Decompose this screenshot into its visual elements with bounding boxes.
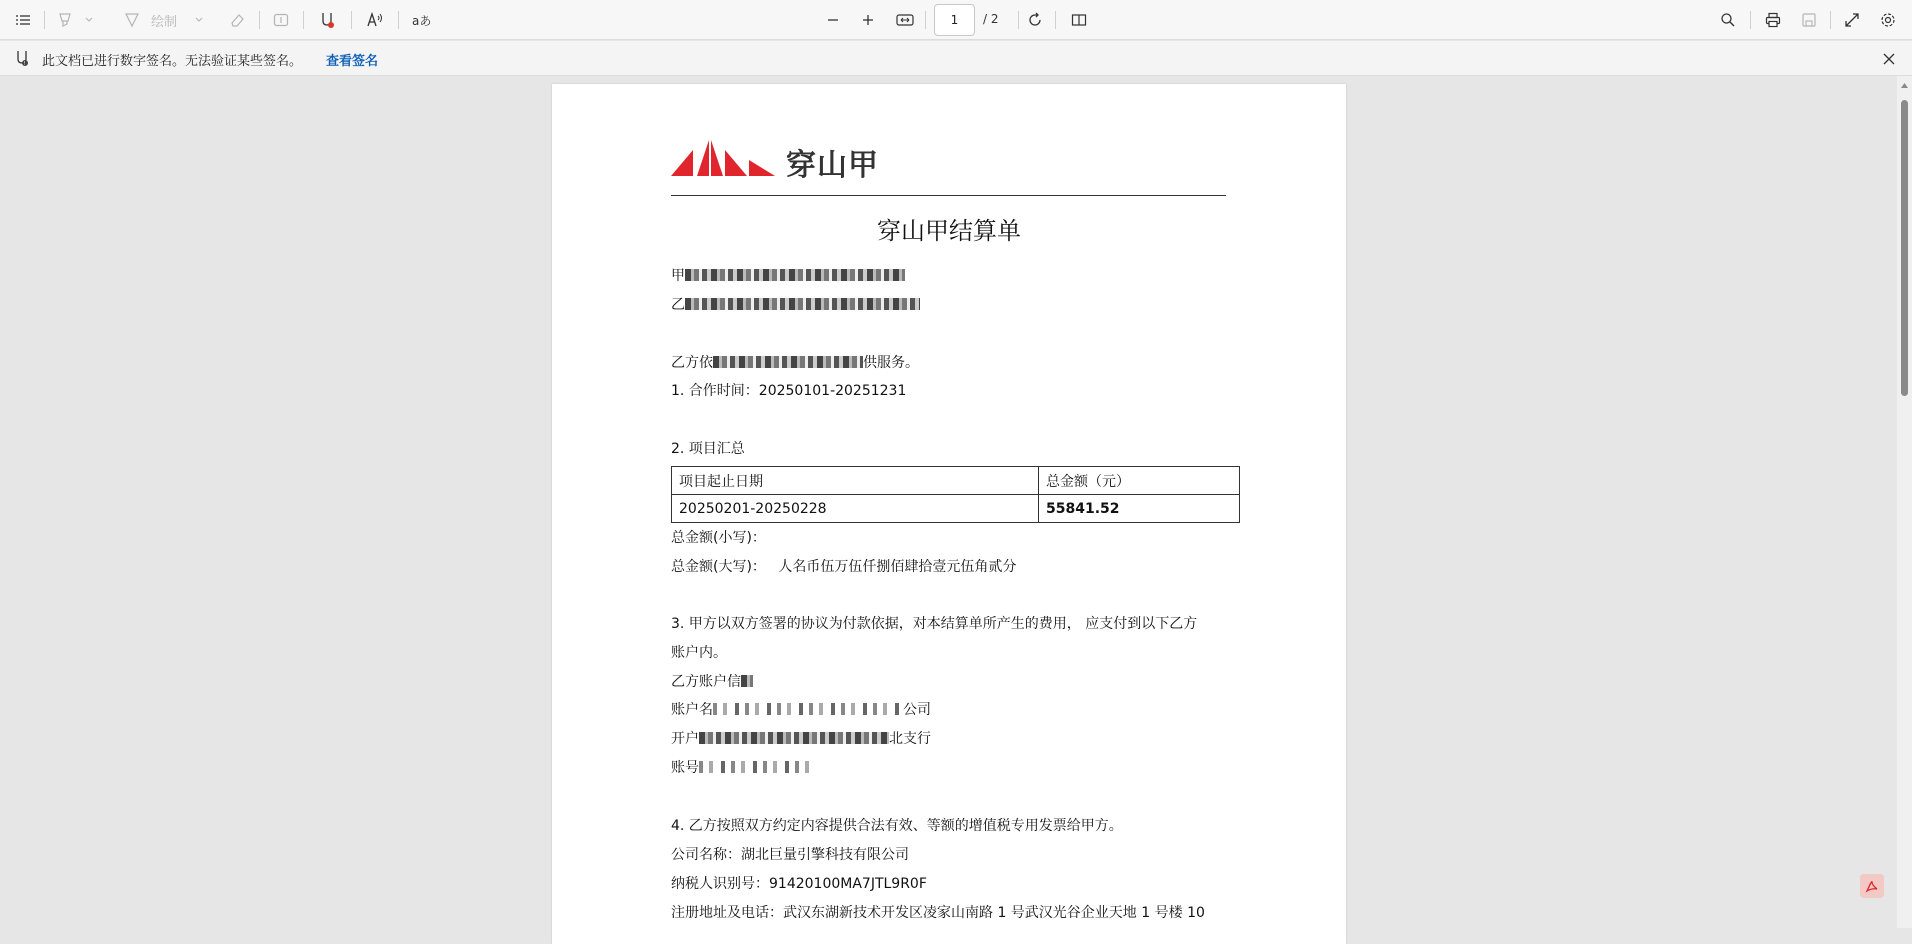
amount-big-line [671, 556, 1016, 576]
account-name-line: 账户名 公司 [671, 702, 931, 718]
table-header-cell: 总金额（元） [1039, 467, 1240, 495]
sign-icon[interactable] [316, 8, 338, 32]
header-divider [671, 195, 1226, 196]
page-number-input[interactable] [934, 4, 975, 36]
text-box-icon[interactable] [271, 8, 291, 32]
redacted-text [713, 356, 863, 368]
amount-small: 总金额(小写)： [671, 530, 766, 546]
translate-icon[interactable] [410, 8, 434, 32]
table-header-row [672, 467, 1240, 495]
document-title: 穿山甲结算单 [877, 217, 1021, 245]
draw-dropdown-icon[interactable] [194, 8, 204, 32]
table-header-cell: 项目起止日期 [672, 467, 1039, 495]
company-name: 公司名称：湖北巨量引擎科技有限公司 [671, 847, 909, 863]
close-icon[interactable] [1878, 48, 1900, 70]
read-aloud-icon[interactable] [364, 8, 386, 32]
redacted-text [699, 732, 889, 744]
logo-text: 穿山甲 [786, 148, 879, 183]
amount-big-value: 人名币伍万伍仟捌佰肆拾壹元伍角贰分 [778, 559, 1017, 575]
scroll-up-icon[interactable] [1900, 82, 1909, 89]
party-b-line [671, 294, 920, 314]
registered-address: 注册地址及电话：武汉东湖新技术开发区凌家山南路 1 号武汉光谷企业天地 1 号楼 10 [671, 905, 1205, 921]
vertical-scrollbar[interactable] [1897, 76, 1912, 928]
table-row [672, 495, 1240, 523]
eraser-icon[interactable] [227, 8, 247, 32]
zoom-out-icon[interactable] [822, 8, 844, 32]
redacted-text [713, 703, 903, 715]
amount-big-label: 总金额(大写)： [671, 559, 766, 575]
fullscreen-icon[interactable] [1841, 8, 1863, 32]
party-a-label: 甲 [671, 268, 685, 284]
signature-infobar [0, 41, 1912, 76]
payment-terms-line1: 3. 甲方以双方签署的协议为付款依据，对本结算单所产生的费用， 应支付到以下乙方 [671, 616, 1198, 632]
highlight-icon[interactable] [56, 8, 74, 32]
fit-width-icon[interactable] [894, 8, 916, 32]
party-a-line [671, 265, 905, 285]
pdf-toolbar [0, 0, 1912, 40]
rotate-icon[interactable] [1024, 8, 1046, 32]
company-logo-icon [671, 138, 781, 180]
table-cell: 55841.52 [1039, 495, 1240, 523]
account-info-line: 乙方账户信 [671, 671, 753, 691]
svg-text:aあ: aあ [412, 14, 432, 27]
cooperation-period: 1. 合作时间：20250101-20251231 [671, 383, 907, 399]
highlight-dropdown-icon[interactable] [84, 8, 94, 32]
acrobat-icon[interactable] [1860, 874, 1884, 898]
zoom-in-icon[interactable] [857, 8, 879, 32]
draw-label[interactable]: 绘制 [151, 14, 178, 30]
table-cell: 20250201-20250228 [672, 495, 1039, 523]
service-intro: 乙方依 供服务。 [671, 355, 919, 371]
draw-icon[interactable] [122, 8, 142, 32]
summary-table [671, 466, 1240, 523]
bank-line: 开户 北支行 [671, 731, 931, 747]
redacted-text [699, 761, 809, 773]
redacted-text [685, 298, 920, 310]
signature-warning-icon [14, 50, 30, 71]
invoice-terms: 4. 乙方按照双方约定内容提供合法有效、等额的增值税专用发票给甲方。 [671, 818, 1123, 834]
party-b-label: 乙 [671, 297, 685, 313]
account-number-line: 账号 [671, 757, 809, 777]
view-signatures-link[interactable]: 查看签名 [326, 54, 379, 69]
redacted-text [685, 269, 905, 281]
signature-message: 此文档已进行数字签名。无法验证某些签名。 [42, 54, 303, 69]
project-summary-heading: 2. 项目汇总 [671, 441, 745, 457]
search-icon[interactable] [1717, 8, 1739, 32]
scroll-thumb[interactable] [1901, 100, 1908, 396]
page-view-icon[interactable] [1068, 8, 1090, 32]
save-icon[interactable] [1798, 8, 1820, 32]
contents-icon[interactable] [12, 8, 34, 32]
page-total: / 2 [983, 12, 999, 26]
print-icon[interactable] [1762, 8, 1784, 32]
settings-icon[interactable] [1877, 8, 1899, 32]
redacted-text [741, 675, 753, 687]
document-page [552, 84, 1346, 944]
payment-terms-line2: 账户内。 [671, 645, 727, 661]
tax-id: 纳税人识别号：91420100MA7JTL9R0F [671, 876, 927, 892]
svg-text:!: ! [23, 61, 26, 67]
